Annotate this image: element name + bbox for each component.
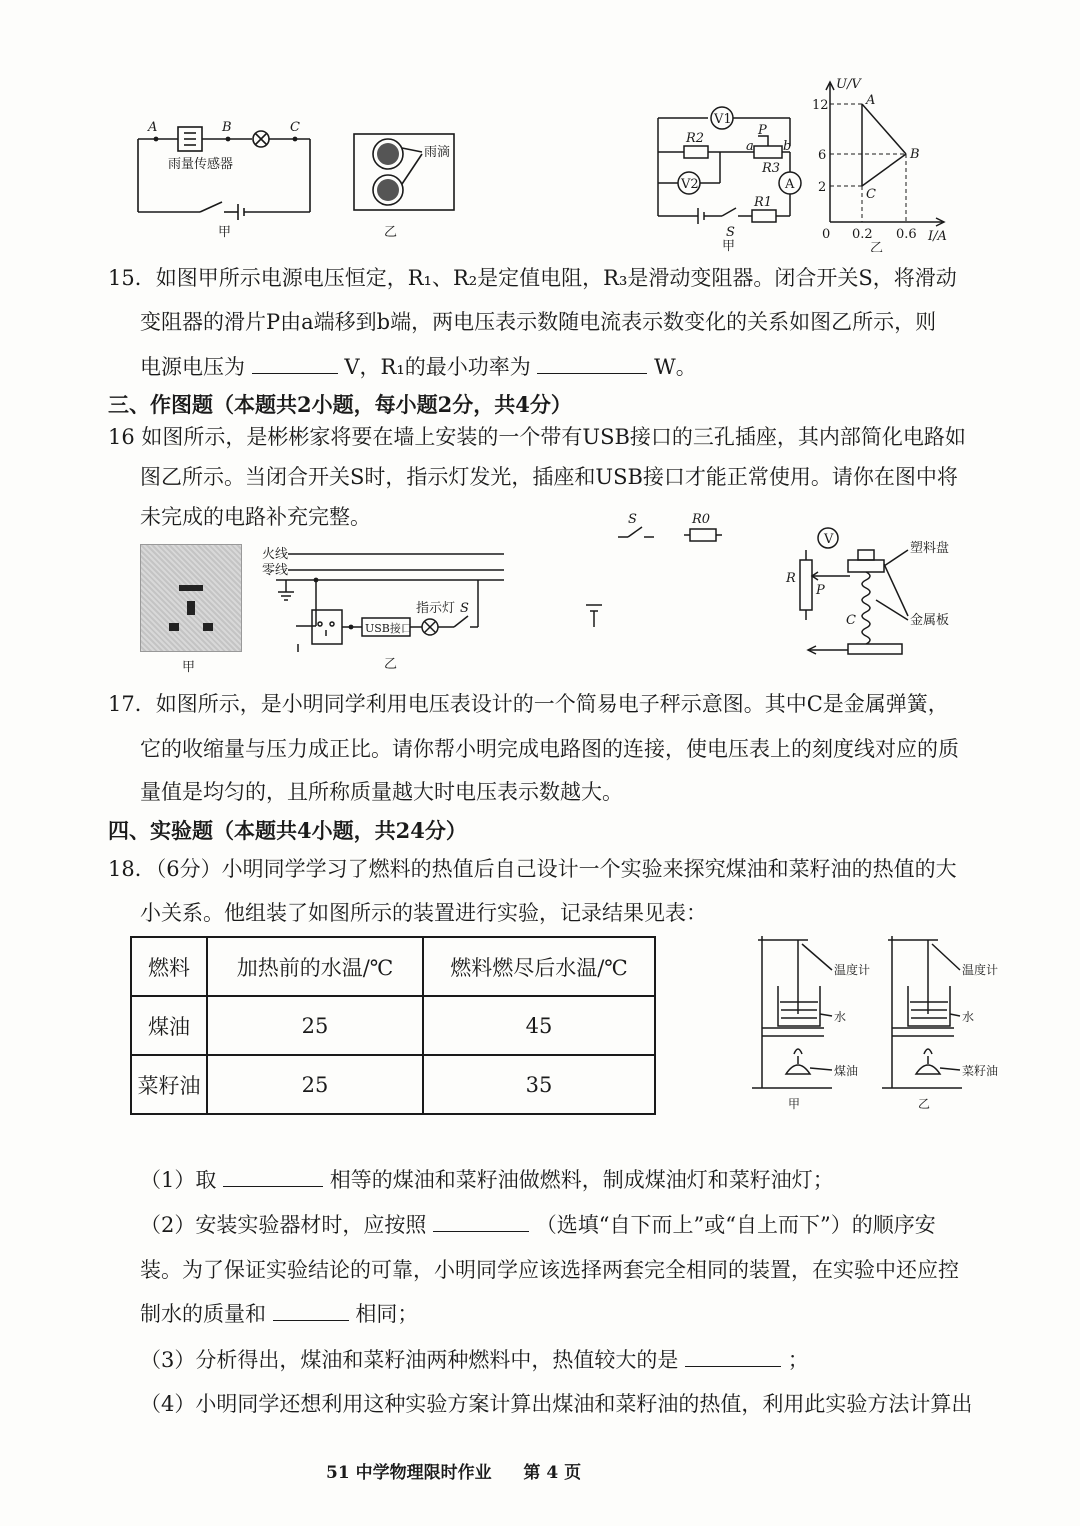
- fig15-y-tick-6: 6: [818, 148, 827, 163]
- q18-p2: [140, 1213, 936, 1238]
- fig17-r0: R0: [692, 512, 711, 527]
- figure-16-circuit: [256, 540, 506, 672]
- table-header: 加热前的水温/℃: [207, 937, 423, 996]
- socket-slot: [179, 585, 203, 591]
- fig15-point-a: A: [866, 93, 876, 108]
- fig15-r1: R1: [754, 195, 773, 210]
- table-header: 燃料燃尽后水温/℃: [423, 937, 655, 996]
- q18-p2-line3: [140, 1302, 418, 1327]
- q18-p3: [140, 1348, 809, 1373]
- socket-slot: [169, 623, 179, 631]
- fig18-water-jia: 水: [834, 1010, 847, 1024]
- q15-line2: 变阻器的滑片P由a端移到b端，两电压表示数随电流表示数变化的关系如图乙所示，则: [140, 310, 937, 334]
- fig15-caption-yi: 乙: [870, 241, 884, 252]
- figure-17-scale: [780, 520, 980, 670]
- fig16-switch-label: S: [460, 601, 469, 616]
- table-cell: 25: [207, 996, 423, 1055]
- fig14-label-c: C: [290, 120, 300, 135]
- fig14-caption-yi: 乙: [384, 225, 398, 240]
- fig15-ammeter: A: [785, 177, 795, 192]
- fig15-y-tick-12: 12: [812, 98, 829, 113]
- q18-p2-line3-a: 制水的质量和: [140, 1302, 266, 1326]
- fig16-indicator-label: 指示灯: [416, 601, 456, 616]
- footer-page: 第 4 页: [523, 1463, 582, 1483]
- q18-p1-a: （1）取: [140, 1168, 217, 1192]
- figure-14-jia: [130, 112, 320, 242]
- fig14-label-b: B: [222, 120, 232, 135]
- q18-p2-line2: 装。为了保证实验结论的可靠，小明同学应该选择两套完全相同的装置，在实验中还应控: [140, 1258, 959, 1282]
- q18-blank-3[interactable]: [273, 1302, 349, 1321]
- footer-school: 51 中学物理限时作业: [326, 1463, 492, 1483]
- fig15-r2: R2: [686, 131, 705, 146]
- figure-15-graph: [812, 74, 962, 252]
- q18-p2-b: （选填“自下而上”或“自上而下”）的顺序安: [535, 1213, 936, 1237]
- q16-line3: 未完成的电路补充完整。: [140, 505, 371, 529]
- fig15-point-b: B: [910, 147, 920, 162]
- q18-blank-4[interactable]: [685, 1348, 781, 1367]
- table-cell: 45: [423, 996, 655, 1055]
- q18-line1: 18．（6分）小明同学学习了燃料的热值后自己设计一个实验来探究煤油和菜籽油的热值的大: [108, 857, 957, 881]
- q18-p3-b: ；: [787, 1348, 809, 1372]
- fig18-thermometer-yi: 温度计: [962, 963, 999, 977]
- figure-15-circuit: [650, 96, 810, 252]
- fig15-s: S: [726, 225, 735, 240]
- fig16-caption-yi: 乙: [384, 657, 398, 672]
- q15-line1: 15．如图甲所示电源电压恒定，R₁、R₂是定值电阻，R₃是滑动变阻器。闭合开关S，将滑动: [108, 266, 957, 290]
- q18-p3-a: （3）分析得出，煤油和菜籽油两种燃料中，热值较大的是: [140, 1348, 679, 1372]
- fig18-water-yi: 水: [962, 1010, 975, 1024]
- socket-slot: [203, 623, 213, 631]
- q17-line2: 它的收缩量与压力成正比。请你帮小明完成电路图的连接，使电压表上的刻度线对应的质: [140, 737, 959, 761]
- fig17-s: S: [628, 512, 637, 527]
- fig18-caption-yi: 乙: [918, 1097, 931, 1111]
- q18-p1: [140, 1168, 834, 1193]
- fig16-usb-label: USB接口: [365, 622, 412, 635]
- fig14-caption-jia: 甲: [218, 225, 232, 240]
- q16-line1: 16 如图所示，是彬彬家将要在墙上安装的一个带有USB接口的三孔插座，其内部简化电路如: [108, 425, 966, 449]
- q17-line3: 量值是均匀的，且所称质量越大时电压表示数越大。: [140, 780, 623, 804]
- table-row: [131, 1055, 655, 1114]
- q18-p4: （4）小明同学还想利用这种实验方案计算出煤油和菜籽油的热值，利用此实验方法计算出: [140, 1392, 973, 1416]
- fig17-v: V: [824, 532, 834, 547]
- fig15-v2: V2: [681, 177, 699, 192]
- section3-title: 三、作图题（本题共2小题，每小题2分，共4分）: [108, 392, 572, 417]
- q18-p2-line3-b: 相同；: [355, 1302, 419, 1326]
- figure-18-apparatus: [748, 928, 1038, 1116]
- fig17-r: R: [786, 571, 796, 586]
- figure-17-parts: [580, 505, 740, 640]
- fig17-p: P: [816, 583, 825, 598]
- fig15-b: b: [783, 139, 792, 154]
- q15-line3-a: 电源电压为: [140, 355, 245, 379]
- fig15-p: P: [758, 123, 767, 138]
- table-cell: 25: [207, 1055, 423, 1114]
- fig15-caption-jia: 甲: [722, 239, 736, 252]
- q15-line3-c: W。: [654, 355, 697, 379]
- fig17-plastic-tray: 塑料盘: [910, 541, 950, 556]
- fig17-metal-plate: 金属板: [910, 613, 950, 628]
- q18-line2: 小关系。他组装了如图所示的装置进行实验，记录结果见表：: [140, 901, 707, 925]
- fig15-y-axis-label: U/V: [836, 77, 861, 92]
- table-row: [131, 996, 655, 1055]
- fig16-neutral-wire: 零线: [262, 563, 289, 578]
- fig15-v1: V1: [714, 112, 732, 127]
- socket-slot: [187, 601, 195, 615]
- table-cell: 35: [423, 1055, 655, 1114]
- fig14-raindrop-label: 雨滴: [424, 145, 451, 160]
- q18-p2-a: （2）安装实验器材时，应按照: [140, 1213, 427, 1237]
- table-cell: 菜籽油: [131, 1055, 207, 1114]
- fig18-kerosene: 煤油: [834, 1064, 859, 1078]
- fig15-x-tick-0: 0: [822, 227, 831, 242]
- q15-line3: [140, 355, 697, 380]
- fig16-socket-photo: [140, 544, 242, 652]
- fig15-x-axis-label: I/A: [928, 229, 947, 244]
- fig15-r3: R3: [762, 161, 781, 176]
- q15-blank-voltage[interactable]: [252, 355, 338, 374]
- fig15-x-tick-0.2: 0.2: [852, 227, 873, 242]
- figure-14-yi: [350, 130, 470, 242]
- q18-results-table: [130, 936, 656, 1115]
- q18-blank-2[interactable]: [433, 1213, 529, 1232]
- fig18-thermometer-jia: 温度计: [834, 963, 871, 977]
- table-header: 燃料: [131, 937, 207, 996]
- fig15-y-tick-2: 2: [818, 180, 827, 195]
- fig14-label-a: A: [148, 120, 158, 135]
- fig18-rapeseed-oil: 菜籽油: [962, 1064, 999, 1078]
- q17-line1: 17．如图所示，是小明同学利用电压表设计的一个简易电子秤示意图。其中C是金属弹簧，: [108, 692, 949, 716]
- fig15-a: a: [746, 139, 754, 154]
- fig17-c: C: [846, 613, 856, 628]
- fig16-live-wire: 火线: [262, 547, 289, 562]
- fig16-caption-jia: 甲: [182, 660, 196, 675]
- fig15-x-tick-0.6: 0.6: [896, 227, 917, 242]
- q18-p1-b: 相等的煤油和菜籽油做燃料，制成煤油灯和菜籽油灯；: [329, 1168, 834, 1192]
- fig14-sensor-label: 雨量传感器: [168, 157, 234, 172]
- q15-line3-b: V，R₁的最小功率为: [344, 355, 531, 379]
- q18-blank-1[interactable]: [223, 1168, 323, 1187]
- table-cell: 煤油: [131, 996, 207, 1055]
- footer: [326, 1458, 581, 1483]
- table-header-row: [131, 937, 655, 996]
- fig15-point-c: C: [866, 187, 876, 202]
- q16-line2: 图乙所示。当闭合开关S时，指示灯发光，插座和USB接口才能正常使用。请你在图中将: [140, 465, 958, 489]
- q15-blank-power[interactable]: [537, 355, 647, 374]
- fig18-caption-jia: 甲: [788, 1097, 801, 1111]
- section4-title: 四、实验题（本题共4小题，共24分）: [108, 818, 467, 843]
